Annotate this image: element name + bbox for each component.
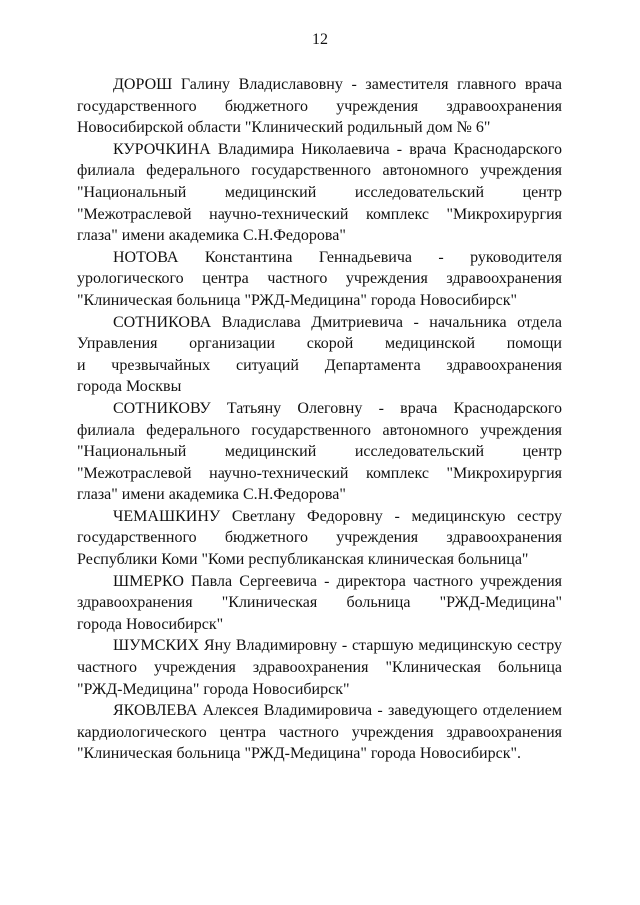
entry-line: ШУМСКИХ Яну Владимировну - старшую медицинскую сестру <box>113 637 562 655</box>
entry-line: глаза" имени академика С.Н.Федорова" <box>77 227 346 245</box>
entry-line: и чрезвычайных ситуаций Департамента здравоохранения <box>77 356 562 374</box>
entry-line: филиала федерального государственного автономного учреждения <box>77 162 562 180</box>
entry-line: государственного бюджетного учреждения здравоохранения <box>77 97 562 115</box>
list-item <box>77 700 562 765</box>
entry-line: "Национальный медицинский исследовательский центр <box>77 183 562 201</box>
entry-line: НОТОВА Константина Геннадьевича - руководителя <box>113 248 562 266</box>
entry-line: урологического центра частного учреждения здравоохранения <box>77 270 562 288</box>
entry-line: ЧЕМАШКИНУ Светлану Федоровну - медицинскую сестру <box>113 507 562 525</box>
entry-line: "Клиническая больница "РЖД-Медицина" города Новосибирск". <box>77 745 522 763</box>
entry-line: частного учреждения здравоохранения "Клиническая больница <box>77 659 562 677</box>
list-item <box>77 139 562 247</box>
entry-line: города Москвы <box>77 378 182 396</box>
entry-line: ЯКОВЛЕВА Алексея Владимировича - заведующего отделением <box>113 702 562 720</box>
entry-line: "Национальный медицинский исследовательский центр <box>77 443 562 461</box>
entry-line: СОТНИКОВА Владислава Дмитриевича - начальника отдела <box>113 313 562 331</box>
entry-line: "Межотраслевой научно-технический комплекс "Микрохирургия <box>77 464 562 482</box>
entry-line: государственного бюджетного учреждения здравоохранения <box>77 529 562 547</box>
list-item <box>77 247 562 312</box>
entry-line: СОТНИКОВУ Татьяну Олеговну - врача Краснодарского <box>113 399 562 417</box>
entry-line: глаза" имени академика С.Н.Федорова" <box>77 486 346 504</box>
entry-line: Управления организации скорой медицинской помощи <box>77 335 562 353</box>
entry-line: "РЖД-Медицина" города Новосибирск" <box>77 680 350 698</box>
list-item <box>77 635 562 700</box>
entry-line: Республики Коми "Коми республиканская клиническая больница" <box>77 551 529 569</box>
entry-line: "Клиническая больница "РЖД-Медицина" города Новосибирск" <box>77 291 518 309</box>
page-number: 12 <box>312 31 328 48</box>
entry-line: ШМЕРКО Павла Сергеевича - директора частного учреждения <box>113 572 562 590</box>
list-item <box>77 74 562 139</box>
entry-line: здравоохранения "Клиническая больница "РЖД-Медицина" <box>77 594 562 612</box>
entry-line: "Межотраслевой научно-технический комплекс "Микрохирургия <box>77 205 562 223</box>
entry-line: ДОРОШ Галину Владиславовну - заместителя главного врача <box>113 76 562 93</box>
entry-line: города Новосибирск" <box>77 615 224 633</box>
entry-line: филиала федерального государственного автономного учреждения <box>77 421 562 439</box>
award-list <box>77 74 562 765</box>
list-item <box>77 398 562 506</box>
entry-line: КУРОЧКИНА Владимира Николаевича - врача Краснодарского <box>113 140 562 158</box>
entry-line: Новосибирской области "Клинический родильный дом № 6" <box>77 119 491 137</box>
list-item <box>77 506 562 571</box>
list-item <box>77 571 562 636</box>
entry-line: кардиологического центра частного учреждения здравоохранения <box>77 723 562 741</box>
list-item <box>77 312 562 398</box>
